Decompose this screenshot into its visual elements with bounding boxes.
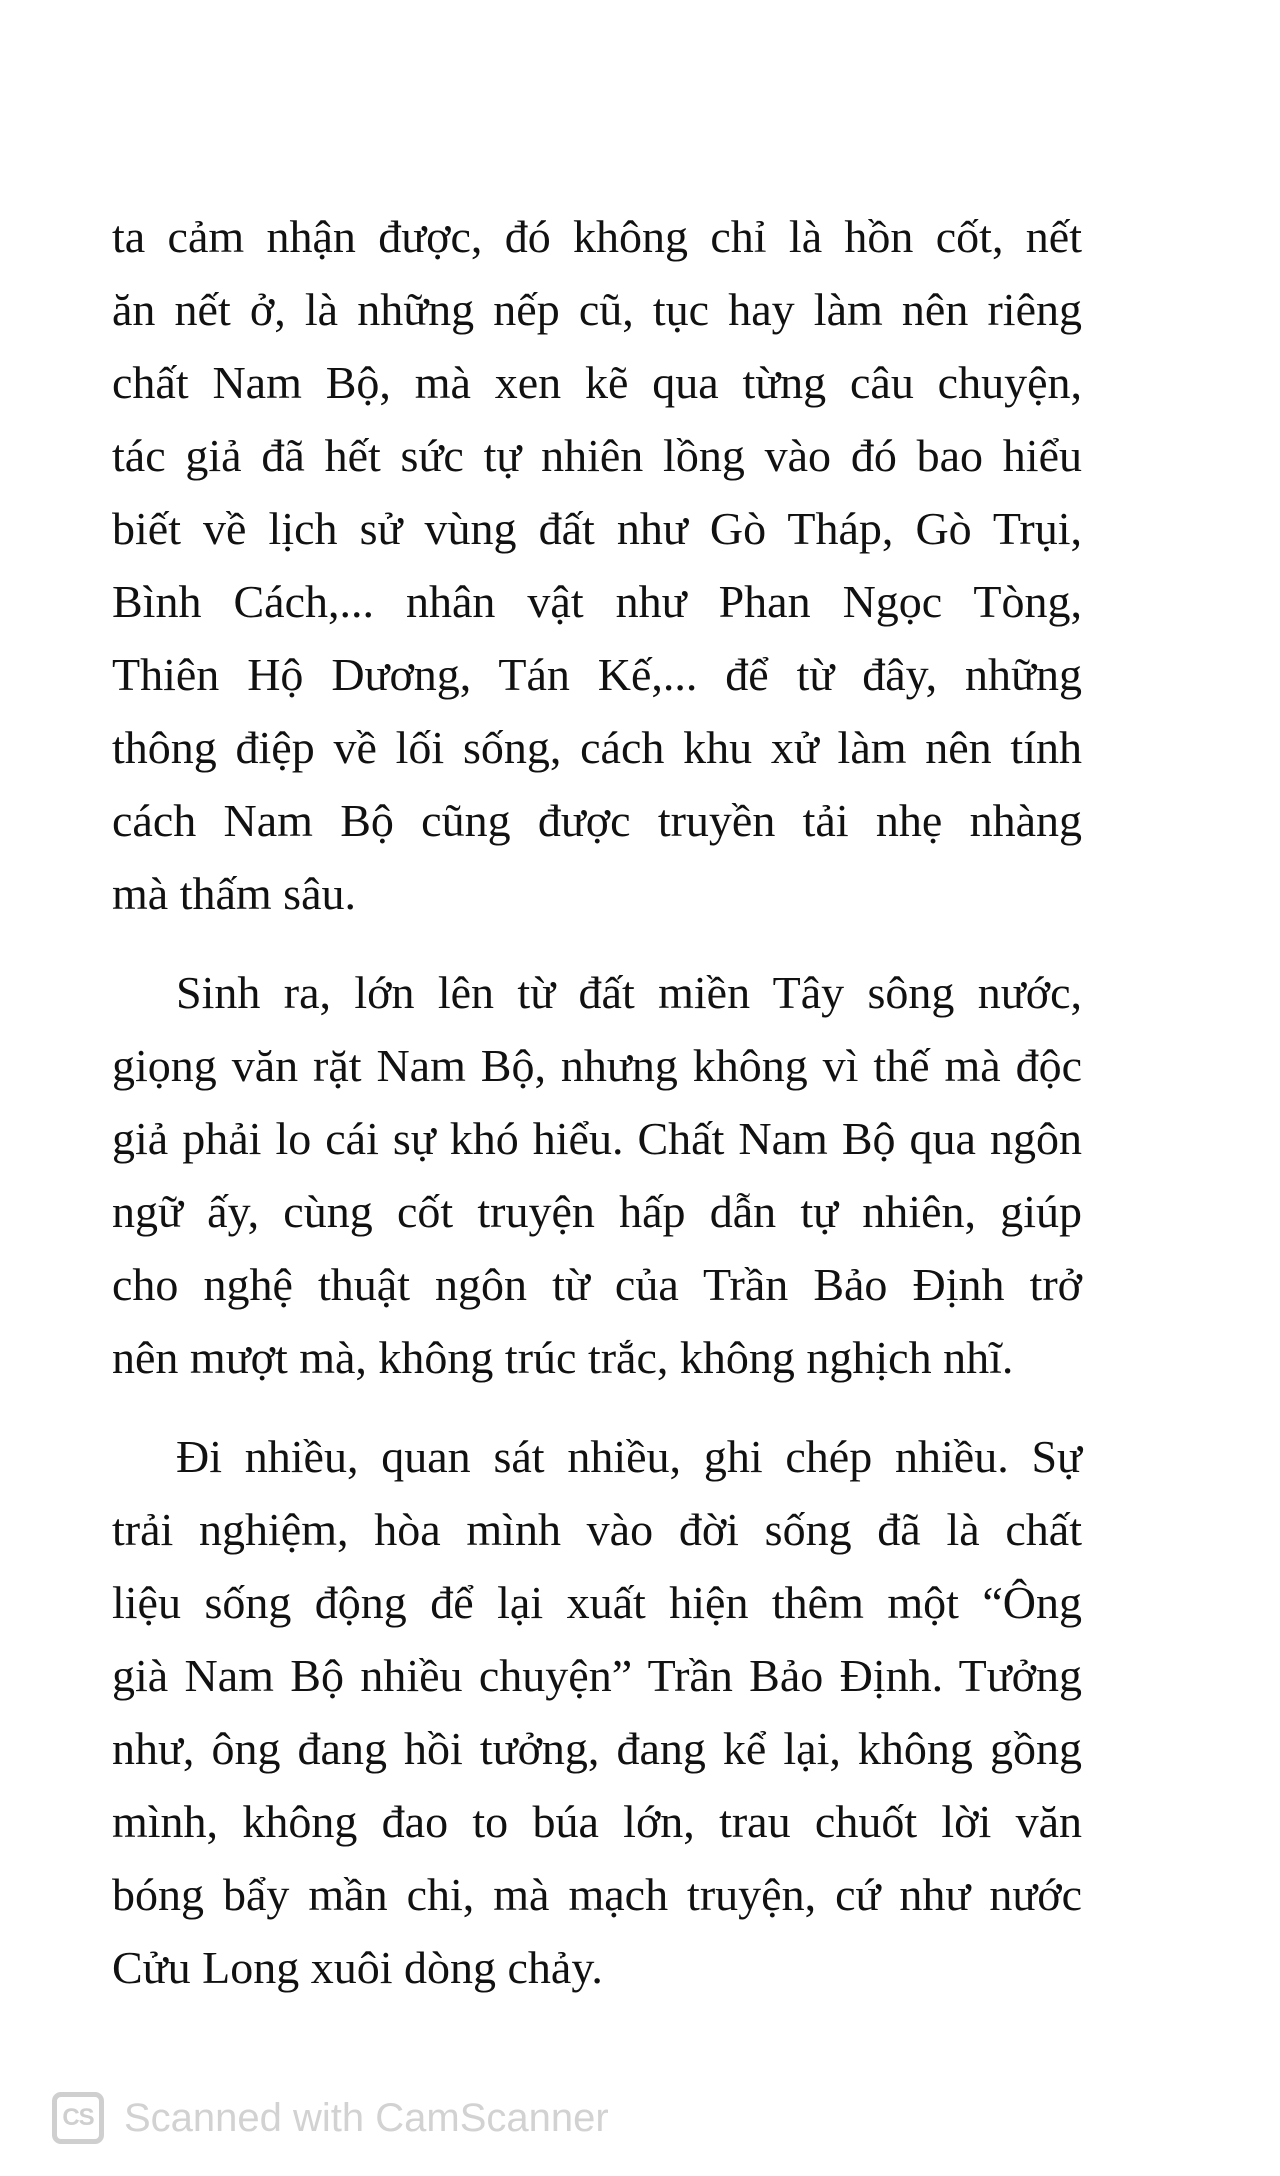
text-line: trải nghiệm, hòa mình vào đời sống đã là chất (112, 1504, 1082, 1555)
text-line: Thiên Hộ Dương, Tán Kế,... để từ đây, những (112, 649, 1082, 700)
text-line: Bình Cách,... nhân vật như Phan Ngọc Tòng, (112, 576, 1082, 627)
text-line: ăn nết ở, là những nếp cũ, tục hay làm nên riêng (112, 284, 1082, 335)
text-line: chất Nam Bộ, mà xen kẽ qua từng câu chuyện, (112, 357, 1082, 408)
text-line: giọng văn rặt Nam Bộ, nhưng không vì thế mà độc (112, 1040, 1082, 1091)
camscanner-watermark (52, 2090, 609, 2146)
text-line: tác giả đã hết sức tự nhiên lồng vào đó bao hiểu (112, 430, 1082, 481)
body-text (112, 200, 1082, 2004)
text-line: liệu sống động để lại xuất hiện thêm một “Ông (112, 1577, 1082, 1628)
text-line: Cửu Long xuôi dòng chảy. (112, 1942, 603, 1993)
paragraph (112, 1420, 1082, 2004)
text-line: mình, không đao to búa lớn, trau chuốt lời văn (112, 1796, 1082, 1847)
paragraph (112, 956, 1082, 1394)
text-line: cho nghệ thuật ngôn từ của Trần Bảo Định trở (112, 1259, 1082, 1310)
text-line: giả phải lo cái sự khó hiểu. Chất Nam Bộ qua ngôn (112, 1113, 1082, 1164)
text-line: Đi nhiều, quan sát nhiều, ghi chép nhiều. Sự (176, 1431, 1082, 1482)
text-line: ta cảm nhận được, đó không chỉ là hồn cốt, nết (112, 211, 1082, 262)
text-line: thông điệp về lối sống, cách khu xử làm nên tính (112, 722, 1082, 773)
watermark-text: Scanned with CamScanner (124, 2095, 609, 2140)
paragraph (112, 200, 1082, 930)
text-line: già Nam Bộ nhiều chuyện” Trần Bảo Định. Tưởng (112, 1650, 1082, 1701)
text-line: cách Nam Bộ cũng được truyền tải nhẹ nhàng (112, 795, 1082, 846)
text-line: nên mượt mà, không trúc trắc, không nghịch nhĩ. (112, 1332, 1014, 1383)
text-line: như, ông đang hồi tưởng, đang kể lại, không gồng (112, 1723, 1082, 1774)
text-line: ngữ ấy, cùng cốt truyện hấp dẫn tự nhiên, giúp (112, 1186, 1082, 1237)
text-line: bóng bẩy mần chi, mà mạch truyện, cứ như nước (112, 1869, 1082, 1920)
text-line: biết về lịch sử vùng đất như Gò Tháp, Gò Trụi, (112, 503, 1082, 554)
text-line: Sinh ra, lớn lên từ đất miền Tây sông nước, (176, 967, 1082, 1018)
camscanner-logo-icon: CS (52, 2092, 104, 2144)
text-line: mà thấm sâu. (112, 868, 356, 919)
